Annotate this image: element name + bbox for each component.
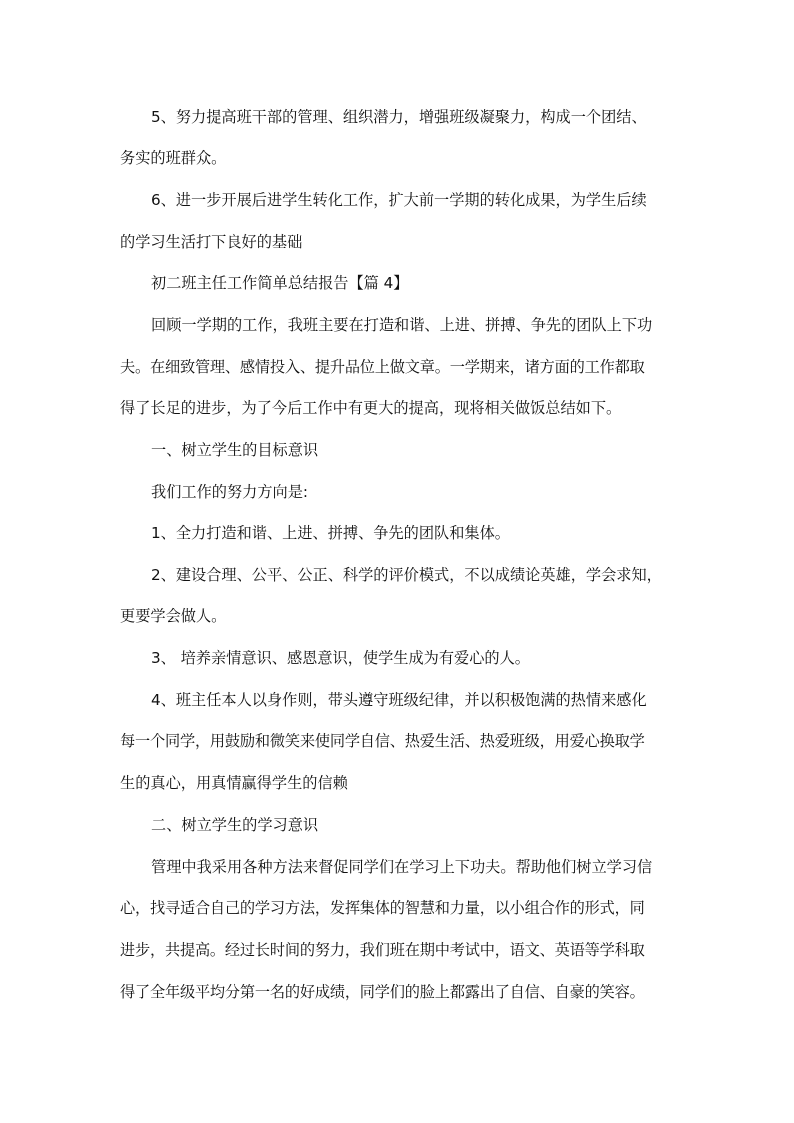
list-item: 2、建设合理、公平、公正、科学的评价模式，不以成绩论英雄，学会求知，: [151, 566, 662, 584]
list-item: 1、全力打造和谐、上进、拼搏、争先的团队和集体。: [151, 524, 510, 542]
paragraph-line: 我们工作的努力方向是:: [151, 483, 308, 501]
paragraph-line: 得了长足的进步，为了今后工作中有更大的提高，现将相关做饭总结如下。: [120, 399, 622, 417]
section-heading: 一、树立学生的目标意识: [151, 441, 319, 459]
paragraph-line: 6、进一步开展后进学生转化工作，扩大前一学期的转化成果，为学生后续: [151, 191, 647, 209]
paragraph-line: 每一个同学，用鼓励和微笑来使同学自信、热爱生活、热爱班级，用爱心换取学: [120, 732, 645, 750]
paragraph-line: 进步，共提高。经过长时间的努力，我们班在期中考试中，语文、英语等学科取: [120, 941, 645, 959]
list-item: 3、 培养亲情意识、感恩意识，使学生成为有爱心的人。: [151, 649, 530, 667]
section-title: 初二班主任工作简单总结报告【篇 4】: [151, 274, 409, 292]
paragraph-line: 管理中我采用各种方法来督促同学们在学习上下功夫。帮助他们树立学习信: [151, 858, 653, 876]
paragraph-line: 得了全年级平均分第一名的好成绩，同学们的脸上都露出了自信、自豪的笑容。: [120, 983, 645, 1001]
paragraph-line: 回顾一学期的工作，我班主要在打造和谐、上进、拼搏、争先的团队上下功: [151, 316, 653, 334]
paragraph-line: 更要学会做人。: [120, 607, 227, 625]
paragraph-line: 夫。在细致管理、感情投入、提升品位上做文章。一学期来，诸方面的工作都取: [120, 358, 645, 376]
section-heading: 二、树立学生的学习意识: [151, 816, 319, 834]
paragraph-line: 生的真心，用真情赢得学生的信赖: [120, 774, 348, 792]
paragraph-line: 5、努力提高班干部的管理、组织潜力，增强班级凝聚力，构成一个团结、: [151, 108, 647, 126]
paragraph-line: 心，找寻适合自己的学习方法，发挥集体的智慧和力量，以小组合作的形式，同: [120, 899, 645, 917]
list-item: 4、班主任本人以身作则，带头遵守班级纪律，并以积极饱满的热情来感化: [151, 691, 647, 709]
paragraph-line: 务实的班群众。: [120, 149, 227, 167]
paragraph-line: 的学习生活打下良好的基础: [120, 233, 303, 251]
